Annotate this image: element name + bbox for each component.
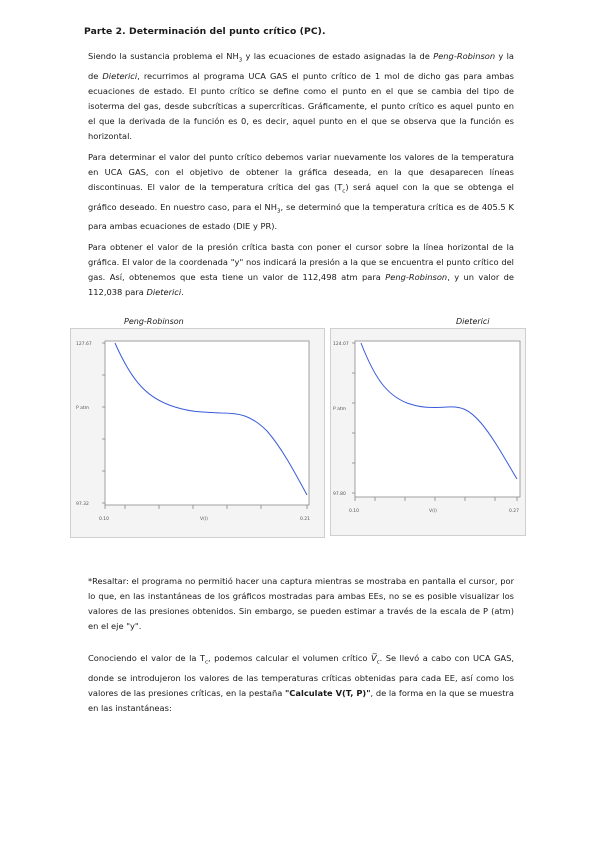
text: , de la forma en la que se muestra en las instantáneas: — [88, 687, 514, 713]
text: Para obtener el valor de la presión crítica basta con poner el cursor sobre la línea horizontal de la gráfica. El valor de la coordenada "y" nos indicará la presión a la que se encuentra el punto crítico del gas. Así, obtenemos que esta tiene un valor de 112,498 atm para — [88, 242, 514, 282]
subscript: c — [342, 188, 346, 195]
y-axis-top-label: 127.67 — [76, 342, 92, 347]
y-axis-bottom-label: 97.32 — [76, 502, 89, 507]
paragraph-critical-point-definition — [88, 49, 514, 144]
dieterici-isotherm-screenshot — [330, 328, 526, 536]
x-axis-right-label: 0.21 — [300, 517, 311, 522]
x-axis-right-label: 0.27 — [509, 509, 520, 514]
subscript: 3 — [276, 208, 281, 215]
text: y la de — [88, 51, 514, 81]
peng-robinson-isotherm-screenshot — [70, 328, 325, 538]
dieterici-term: Dieterici — [102, 70, 138, 81]
text: , recurrimos al programa UCA GAS el punto crítico de 1 mol de dicho gas para ambas ecuaciones de estado. El punto crítico se define como el punto en el que se cambia del tipo de isoterma del gas, desde subcríticas a supercríticas. Gráficamente, el punto crítico es aquel punto en el que la derivada de la función es 0, es decir, aquel punto en el que se observa que la función es horizontal. — [88, 70, 514, 141]
x-axis-title: V(l) — [429, 509, 437, 514]
peng-robinson-term: Peng-Robinson — [385, 272, 448, 282]
y-axis-bottom-label: 97.80 — [333, 492, 346, 497]
peng-robinson-term: Peng-Robinson — [433, 51, 496, 61]
paragraph-critical-temperature — [88, 150, 514, 234]
y-ticks — [102, 343, 105, 503]
paragraph-critical-pressure — [88, 240, 514, 300]
calculate-tab-name: "Calculate V(T, P)" — [284, 687, 371, 698]
x-axis-title: V(l) — [200, 517, 208, 522]
note-paragraph: *Resaltar: el programa no permitió hacer una captura mientras se mostraba en pantalla el cursor, por lo que, en las instantáneas de los gráficos mostradas para ambas EEs, no se es posible visualizar los valores de las presiones obtenidos. Sin embargo, se pueden estimar a través de la escala de P (atm) en el eje "y". — [88, 576, 514, 631]
figure-caption-dieterici: Dieterici — [456, 317, 490, 326]
plot-area — [105, 341, 309, 505]
text: . — [181, 287, 184, 297]
x-axis-left-label: 0.10 — [349, 509, 360, 514]
text: , y un valor de 112,038 para — [88, 272, 514, 297]
text: Siendo la sustancia problema el NH — [88, 51, 239, 61]
text: . Se llevó a cabo con UCA GAS, donde se introdujeron los valores de las temperaturas críticas obtenidas para cada EE, así como los valores de las presiones críticas, en la pestaña — [88, 653, 514, 698]
text: Para determinar el valor del punto crítico debemos variar nuevamente los valores de la temperatura en UCA GAS, con el objetivo de obtener la gráfica deseada, en la que desaparecen líneas discontinuas. El valor de la temperatura crítica del gas (T — [88, 152, 514, 192]
critical-volume-symbol: V̅ — [370, 653, 377, 663]
y-axis-top-label: 124.07 — [333, 342, 349, 347]
text: y las ecuaciones de estado asignadas la de — [242, 51, 434, 61]
section-heading: Parte 2. Determinación del punto crítico (PC). — [84, 26, 326, 37]
text: , podemos calcular el volumen crítico — [208, 653, 371, 663]
y-axis-title: P atm — [333, 407, 347, 412]
y-ticks — [352, 343, 355, 493]
dieterici-isotherm-plot — [331, 329, 525, 535]
peng-robinson-isotherm-plot — [71, 329, 324, 537]
x-axis-left-label: 0.10 — [99, 517, 110, 522]
text: , se determinó que la temperatura crítica es de 405.5 K para ambas ecuaciones de estado (DIE y PR). — [88, 201, 514, 232]
subscript: c — [205, 659, 209, 666]
x-ticks — [355, 497, 517, 501]
text: ) será aquel con la que se obtenga el gráfico deseado. En nuestro caso, para el NH — [88, 182, 514, 212]
y-axis-title: P atm — [76, 406, 90, 411]
subscript: c — [376, 659, 380, 666]
dieterici-term: Dieterici — [146, 287, 182, 297]
x-ticks — [105, 505, 307, 509]
subscript: 3 — [238, 57, 243, 64]
figure-caption-peng-robinson: Peng-Robinson — [124, 317, 184, 326]
paragraph-critical-volume — [88, 651, 514, 716]
plot-area — [355, 341, 520, 497]
text: Conociendo el valor de la T — [88, 653, 205, 663]
